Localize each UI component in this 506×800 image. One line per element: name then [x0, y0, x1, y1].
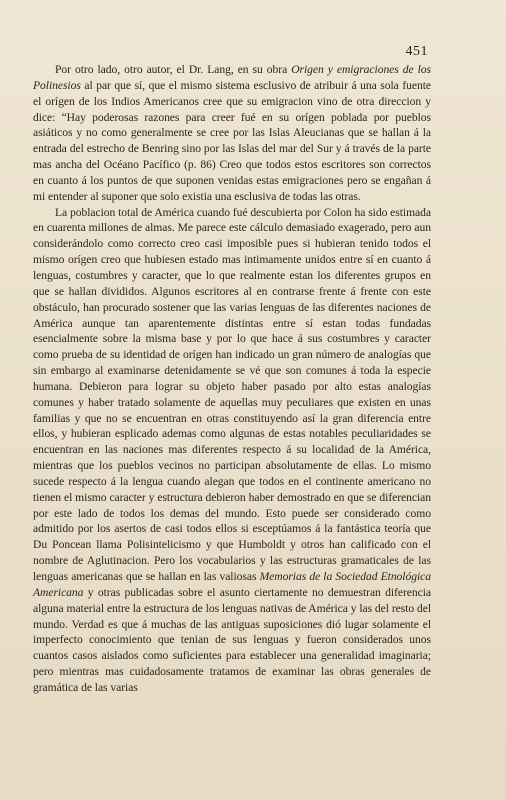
italic-title: Origen y emigraciones de los Polinesios — [33, 63, 431, 92]
text-run: Por otro lado, otro autor, el Dr. Lang, en su obra — [55, 63, 292, 76]
page-number: 451 — [405, 44, 428, 59]
italic-title: Memorias de la Sociedad Etnológica Americana — [33, 570, 431, 599]
text-run: y otras publicadas sobre el asunto ciertamente no demuestran diferencia alguna material entre la estructura de los lenguas nativas de América y las del resto del mundo. Verdad es que á muchas de las antiguas suposiciones dió lugar solamente el imperfecto conocimiento que tenian de sus lenguas y fueron considerados unos cuantos casos aislados como suficientes para establecer una generalidad imaginaria; pero mientras mas cuidadosamente tratamos de examinar las obras generales de gramática de las varias — [33, 585, 431, 694]
text-run: La poblacion total de América cuando fué descubierta por Colon ha sido estimada en cuarenta millones de almas. Me parece este cálculo demasiado exagerado, pero aun considerándolo como correcto creo casi imposible pues si hubieran tenido todos el mismo orígen creo que hubiesen estado mas intimamente unidos entre sí en cuanto á lenguas, costumbres y caracter, que lo que realmente estan los diferentes grupos en que se hallan divididos. Algunos escritores al en contrarse frente á frente con este obstáculo, han procurado sostener que las varias lenguas de las diferentes naciones de América aunque tan aparentemente distintas entre sí estan todas fundadas esencialmente sobre la misma base y por lo que hace á sus costumbres y caracter como prueba de su identidad de orígen han indicado un gran número de analogías que sin embargo al examinarse detenidamente se vé que son comunes á toda la especie humana. Debieron para lograr su objeto haber pasado por alto estas analogías comunes y haber tratado solamente de aquellas muy peculiares que existen en unas familias y que no se encuentran en otras constituyendo así la gran diferencia entre ellos, y hubieran esplicado ademas como algunas de estas notables peculiaridades se encuentran en las naciones mas diferentes respecto á su localidad de la América, mientras que los pueblos vecinos no participan absolutamente de ellas. Lo mismo sucede respecto á la lengua cuando alegan que todos en el continente americano no tienen el mismo caracter y estructura debieron haber demostrado en que se diferencian por este lado de todos los demas del mundo. Esto puede ser considerado como admitido por los asertos de casi todos ellos si esceptúamos á la fantástica teoría que Du Poncean llama Polisintelicismo y que Humboldt y otros han calificado con el nombre de Aglutinacion. Pero los vocabularios y las estructuras gramaticales de las lenguas americanas que se hallan en las valiosas — [33, 205, 431, 583]
paragraph-1 — [33, 62, 431, 205]
text-run: al par que sí, que el mismo sistema esclusivo de atribuir á una sola fuente el orígen de los Indios Americanos cree que su emigracion vino de otra direccion y dice: “Hay poderosas razones para creer fué en su orígen poblada por pueblos asiáticos y no como generalmente se cree por las Islas Aleucianas que se hallan á la entrada del estrecho de Benring sino por las Islas del mar del Sur y á través de la parte mas ancha del Océano Pacífico (p. 86) Creo que todos estos escritores son correctos en cuanto á los puntos de que suponen venidas estas emigraciones pero se engañan á mi entender al suponer que solo existia una esclusiva de todas las otras. — [33, 78, 431, 203]
paragraph-2 — [33, 205, 431, 696]
body-text — [33, 62, 431, 696]
